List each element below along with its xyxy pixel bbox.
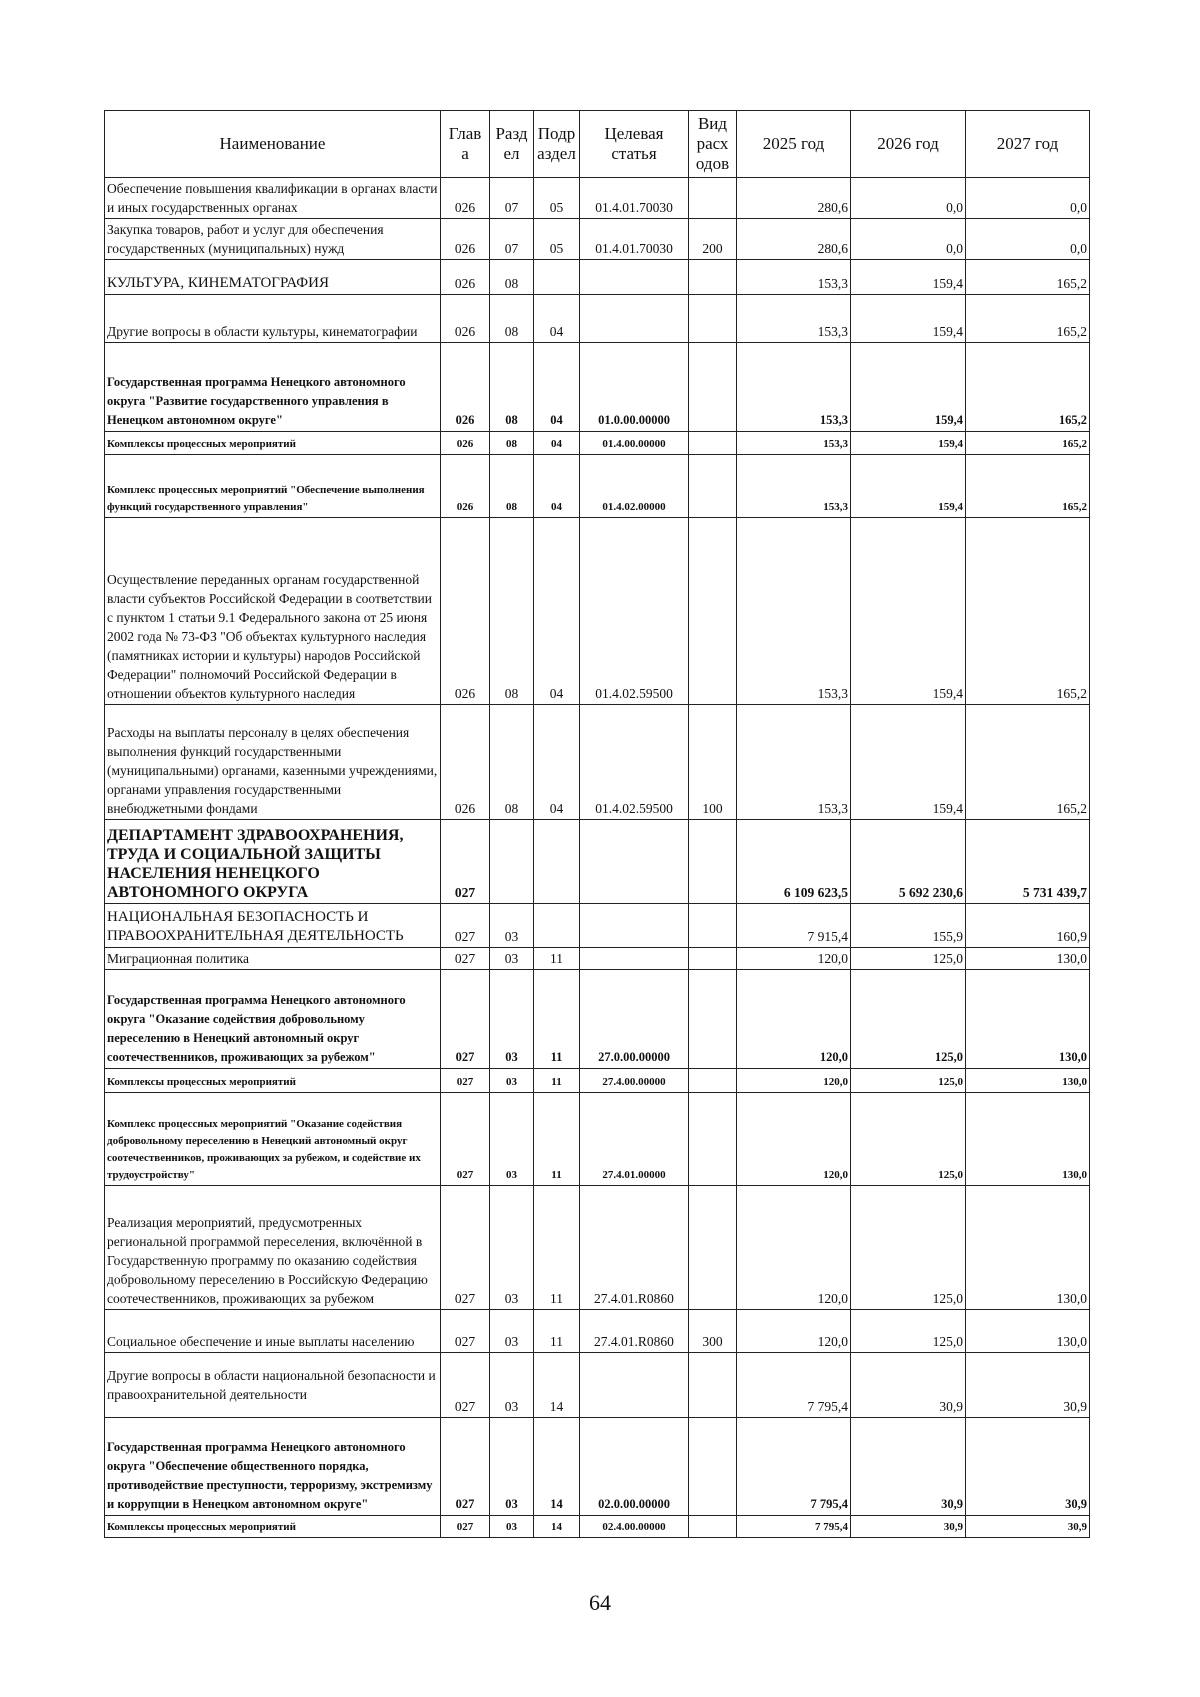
- table-row: [105, 1093, 1090, 1186]
- header-subsection: Подр аздел: [534, 111, 580, 178]
- row-target: [580, 295, 689, 343]
- row-name: Государственная программа Ненецкого автономного округа "Оказание содействия добровольному переселению в Ненецкий автономный округ соотечественников, проживающих за рубежом": [105, 970, 441, 1069]
- row-expense-type: [689, 1093, 737, 1186]
- row-chapter: 027: [441, 820, 490, 904]
- row-2025: 153,3: [737, 518, 851, 705]
- row-2026: 159,4: [851, 295, 966, 343]
- row-expense-type: [689, 970, 737, 1069]
- row-expense-type: 100: [689, 705, 737, 820]
- row-subsection: 04: [534, 343, 580, 432]
- row-section: 08: [490, 518, 534, 705]
- row-expense-type: [689, 1418, 737, 1516]
- table-row: [105, 1310, 1090, 1353]
- row-subsection: 14: [534, 1516, 580, 1538]
- row-expense-type: [689, 1516, 737, 1538]
- row-chapter: 026: [441, 219, 490, 260]
- row-target: 01.4.00.00000: [580, 432, 689, 455]
- row-2025: 7 795,4: [737, 1516, 851, 1538]
- row-2027: 165,2: [966, 295, 1090, 343]
- row-name: Обеспечение повышения квалификации в органах власти и иных государственных органах: [105, 178, 441, 219]
- row-2027: 165,2: [966, 260, 1090, 295]
- row-2027: 130,0: [966, 1093, 1090, 1186]
- row-chapter: 026: [441, 260, 490, 295]
- header-name: Наименование: [105, 111, 441, 178]
- row-section: 03: [490, 948, 534, 970]
- row-2025: 280,6: [737, 178, 851, 219]
- header-target: Целевая статья: [580, 111, 689, 178]
- row-2027: 130,0: [966, 1310, 1090, 1353]
- row-section: 03: [490, 1186, 534, 1310]
- row-chapter: 026: [441, 295, 490, 343]
- row-name: Комплексы процессных мероприятий: [105, 1516, 441, 1538]
- row-target: [580, 1353, 689, 1418]
- row-2026: 30,9: [851, 1353, 966, 1418]
- row-section: 03: [490, 1516, 534, 1538]
- row-subsection: 05: [534, 178, 580, 219]
- row-section: 08: [490, 295, 534, 343]
- row-name: Реализация мероприятий, предусмотренных региональной программой переселения, включённой в Государственную программу по оказанию содействия добровольному переселению в Российскую Федерацию соотечественников, проживающих за рубежом: [105, 1186, 441, 1310]
- row-expense-type: [689, 1353, 737, 1418]
- row-2027: 30,9: [966, 1418, 1090, 1516]
- row-subsection: 11: [534, 1069, 580, 1093]
- row-expense-type: 200: [689, 219, 737, 260]
- row-name: Комплекс процессных мероприятий "Оказание содействия добровольному переселению в Ненецкий автономный округ соотечественников, проживающих за рубежом, и содействие их трудоустройству": [105, 1093, 441, 1186]
- row-2027: 165,2: [966, 518, 1090, 705]
- row-2027: 130,0: [966, 1069, 1090, 1093]
- table-row: [105, 1353, 1090, 1418]
- row-target: [580, 948, 689, 970]
- row-name: Комплексы процессных мероприятий: [105, 432, 441, 455]
- row-chapter: 026: [441, 455, 490, 518]
- row-2025: 120,0: [737, 970, 851, 1069]
- row-expense-type: [689, 948, 737, 970]
- row-section: 03: [490, 970, 534, 1069]
- table-header-row: [105, 111, 1090, 178]
- row-target: 01.4.02.59500: [580, 705, 689, 820]
- header-2027: 2027 год: [966, 111, 1090, 178]
- row-target: 02.0.00.00000: [580, 1418, 689, 1516]
- row-target: 01.4.01.70030: [580, 219, 689, 260]
- row-2025: 280,6: [737, 219, 851, 260]
- row-name: Осуществление переданных органам государственной власти субъектов Российской Федерации в соответствии с пунктом 1 статьи 9.1 Федерального закона от 25 июня 2002 года № 73-ФЗ "Об объектах культурного наследия (памятниках истории и культуры) народов Российской Федерации" полномочий Российской Федерации в отношении объектов культурного наследия: [105, 518, 441, 705]
- row-2027: 130,0: [966, 1186, 1090, 1310]
- row-subsection: [534, 260, 580, 295]
- row-2025: 7 795,4: [737, 1418, 851, 1516]
- row-subsection: 04: [534, 432, 580, 455]
- row-2027: 130,0: [966, 948, 1090, 970]
- row-expense-type: [689, 432, 737, 455]
- row-2025: 120,0: [737, 948, 851, 970]
- row-2025: 6 109 623,5: [737, 820, 851, 904]
- row-chapter: 026: [441, 705, 490, 820]
- row-2025: 120,0: [737, 1186, 851, 1310]
- row-chapter: 026: [441, 518, 490, 705]
- header-2025: 2025 год: [737, 111, 851, 178]
- row-2027: 165,2: [966, 343, 1090, 432]
- row-2026: 159,4: [851, 518, 966, 705]
- row-2025: 153,3: [737, 705, 851, 820]
- row-2026: 125,0: [851, 1310, 966, 1353]
- row-2027: 0,0: [966, 219, 1090, 260]
- row-subsection: 05: [534, 219, 580, 260]
- row-2026: 125,0: [851, 948, 966, 970]
- row-2025: 120,0: [737, 1069, 851, 1093]
- table-row: [105, 904, 1090, 948]
- header-chapter: Глав а: [441, 111, 490, 178]
- row-subsection: 11: [534, 1093, 580, 1186]
- row-target: 01.4.02.00000: [580, 455, 689, 518]
- row-expense-type: [689, 455, 737, 518]
- table-row: [105, 219, 1090, 260]
- budget-table: [104, 110, 1090, 1538]
- row-name: Комплекс процессных мероприятий "Обеспечение выполнения функций государственного управления": [105, 455, 441, 518]
- row-2026: 159,4: [851, 432, 966, 455]
- row-2026: 159,4: [851, 705, 966, 820]
- table-row: [105, 518, 1090, 705]
- row-expense-type: [689, 343, 737, 432]
- row-expense-type: [689, 1186, 737, 1310]
- row-2026: 30,9: [851, 1516, 966, 1538]
- row-2026: 5 692 230,6: [851, 820, 966, 904]
- row-2025: 153,3: [737, 343, 851, 432]
- row-target: 02.4.00.00000: [580, 1516, 689, 1538]
- row-target: 27.4.01.00000: [580, 1093, 689, 1186]
- row-chapter: 027: [441, 1310, 490, 1353]
- header-section: Разд ел: [490, 111, 534, 178]
- row-name: ДЕПАРТАМЕНТ ЗДРАВООХРАНЕНИЯ, ТРУДА И СОЦИАЛЬНОЙ ЗАЩИТЫ НАСЕЛЕНИЯ НЕНЕЦКОГО АВТОНОМНОГО ОКРУГА: [105, 820, 441, 904]
- row-section: 07: [490, 178, 534, 219]
- row-expense-type: 300: [689, 1310, 737, 1353]
- row-2026: 125,0: [851, 970, 966, 1069]
- table-row: [105, 178, 1090, 219]
- row-chapter: 027: [441, 1093, 490, 1186]
- row-section: 08: [490, 260, 534, 295]
- row-subsection: 04: [534, 455, 580, 518]
- row-chapter: 027: [441, 1186, 490, 1310]
- row-section: 08: [490, 343, 534, 432]
- row-chapter: 027: [441, 1516, 490, 1538]
- row-target: [580, 904, 689, 948]
- row-2027: 165,2: [966, 705, 1090, 820]
- row-target: 27.4.00.00000: [580, 1069, 689, 1093]
- row-expense-type: [689, 904, 737, 948]
- row-2026: 155,9: [851, 904, 966, 948]
- row-subsection: 11: [534, 970, 580, 1069]
- table-row: [105, 820, 1090, 904]
- row-2027: 130,0: [966, 970, 1090, 1069]
- row-2025: 7 795,4: [737, 1353, 851, 1418]
- row-chapter: 027: [441, 1418, 490, 1516]
- row-2026: 0,0: [851, 219, 966, 260]
- table-row: [105, 455, 1090, 518]
- row-section: 03: [490, 1418, 534, 1516]
- row-2025: 153,3: [737, 455, 851, 518]
- row-subsection: [534, 904, 580, 948]
- header-2026: 2026 год: [851, 111, 966, 178]
- row-2025: 120,0: [737, 1093, 851, 1186]
- row-expense-type: [689, 178, 737, 219]
- row-name: Государственная программа Ненецкого автономного округа "Развитие государственного управления в Ненецком автономном округе": [105, 343, 441, 432]
- row-2026: 159,4: [851, 343, 966, 432]
- row-name: Закупка товаров, работ и услуг для обеспечения государственных (муниципальных) нужд: [105, 219, 441, 260]
- row-2027: 165,2: [966, 432, 1090, 455]
- row-2026: 159,4: [851, 455, 966, 518]
- row-2026: 125,0: [851, 1093, 966, 1186]
- row-target: [580, 260, 689, 295]
- row-chapter: 027: [441, 904, 490, 948]
- row-section: 07: [490, 219, 534, 260]
- row-subsection: 14: [534, 1353, 580, 1418]
- row-name: Расходы на выплаты персоналу в целях обеспечения выполнения функций государственными (муниципальными) органами, казенными учреждениями, органами управления государственными внебюджетными фондами: [105, 705, 441, 820]
- row-name: КУЛЬТУРА, КИНЕМАТОГРАФИЯ: [105, 260, 441, 295]
- row-subsection: 11: [534, 1310, 580, 1353]
- row-expense-type: [689, 518, 737, 705]
- row-section: 08: [490, 455, 534, 518]
- row-chapter: 027: [441, 1069, 490, 1093]
- row-target: 27.4.01.R0860: [580, 1310, 689, 1353]
- row-2025: 153,3: [737, 295, 851, 343]
- row-target: [580, 820, 689, 904]
- row-subsection: 11: [534, 1186, 580, 1310]
- row-section: 08: [490, 432, 534, 455]
- table-row: [105, 295, 1090, 343]
- row-2027: 165,2: [966, 455, 1090, 518]
- table-row: [105, 970, 1090, 1069]
- row-2025: 120,0: [737, 1310, 851, 1353]
- row-target: 27.0.00.00000: [580, 970, 689, 1069]
- row-section: [490, 820, 534, 904]
- row-chapter: 027: [441, 948, 490, 970]
- header-expense-type: Вид расх одов: [689, 111, 737, 178]
- row-2025: 7 915,4: [737, 904, 851, 948]
- row-subsection: 04: [534, 295, 580, 343]
- table-row: [105, 432, 1090, 455]
- row-subsection: 04: [534, 518, 580, 705]
- row-target: 01.0.00.00000: [580, 343, 689, 432]
- row-expense-type: [689, 295, 737, 343]
- row-expense-type: [689, 1069, 737, 1093]
- row-name: Другие вопросы в области национальной безопасности и правоохранительной деятельности: [105, 1353, 441, 1418]
- row-expense-type: [689, 820, 737, 904]
- row-2026: 125,0: [851, 1069, 966, 1093]
- row-name: Миграционная политика: [105, 948, 441, 970]
- table-row: [105, 705, 1090, 820]
- table-row: [105, 260, 1090, 295]
- table-row: [105, 1186, 1090, 1310]
- row-2027: 30,9: [966, 1353, 1090, 1418]
- row-target: 01.4.01.70030: [580, 178, 689, 219]
- table-row: [105, 343, 1090, 432]
- row-subsection: [534, 820, 580, 904]
- row-name: Социальное обеспечение и иные выплаты населению: [105, 1310, 441, 1353]
- row-chapter: 027: [441, 970, 490, 1069]
- row-section: 03: [490, 1353, 534, 1418]
- row-chapter: 026: [441, 432, 490, 455]
- row-2027: 160,9: [966, 904, 1090, 948]
- row-chapter: 027: [441, 1353, 490, 1418]
- row-name: Государственная программа Ненецкого автономного округа "Обеспечение общественного порядка, противодействие преступности, терроризму, экстремизму и коррупции в Ненецком автономном округе": [105, 1418, 441, 1516]
- table-row: [105, 1069, 1090, 1093]
- table-row: [105, 1516, 1090, 1538]
- row-chapter: 026: [441, 343, 490, 432]
- row-2027: 30,9: [966, 1516, 1090, 1538]
- row-name: Другие вопросы в области культуры, кинематографии: [105, 295, 441, 343]
- row-section: 03: [490, 904, 534, 948]
- table-row: [105, 1418, 1090, 1516]
- row-subsection: 04: [534, 705, 580, 820]
- row-name: Комплексы процессных мероприятий: [105, 1069, 441, 1093]
- row-subsection: 14: [534, 1418, 580, 1516]
- row-target: 01.4.02.59500: [580, 518, 689, 705]
- row-2027: 0,0: [966, 178, 1090, 219]
- row-2025: 153,3: [737, 432, 851, 455]
- row-expense-type: [689, 260, 737, 295]
- row-2026: 30,9: [851, 1418, 966, 1516]
- row-name: НАЦИОНАЛЬНАЯ БЕЗОПАСНОСТЬ И ПРАВООХРАНИТЕЛЬНАЯ ДЕЯТЕЛЬНОСТЬ: [105, 904, 441, 948]
- row-subsection: 11: [534, 948, 580, 970]
- row-2027: 5 731 439,7: [966, 820, 1090, 904]
- row-section: 03: [490, 1093, 534, 1186]
- row-chapter: 026: [441, 178, 490, 219]
- row-2026: 125,0: [851, 1186, 966, 1310]
- row-target: 27.4.01.R0860: [580, 1186, 689, 1310]
- row-section: 03: [490, 1310, 534, 1353]
- row-2026: 159,4: [851, 260, 966, 295]
- row-section: 03: [490, 1069, 534, 1093]
- page-number: 64: [589, 1590, 611, 1615]
- row-section: 08: [490, 705, 534, 820]
- table-row: [105, 948, 1090, 970]
- row-2025: 153,3: [737, 260, 851, 295]
- row-2026: 0,0: [851, 178, 966, 219]
